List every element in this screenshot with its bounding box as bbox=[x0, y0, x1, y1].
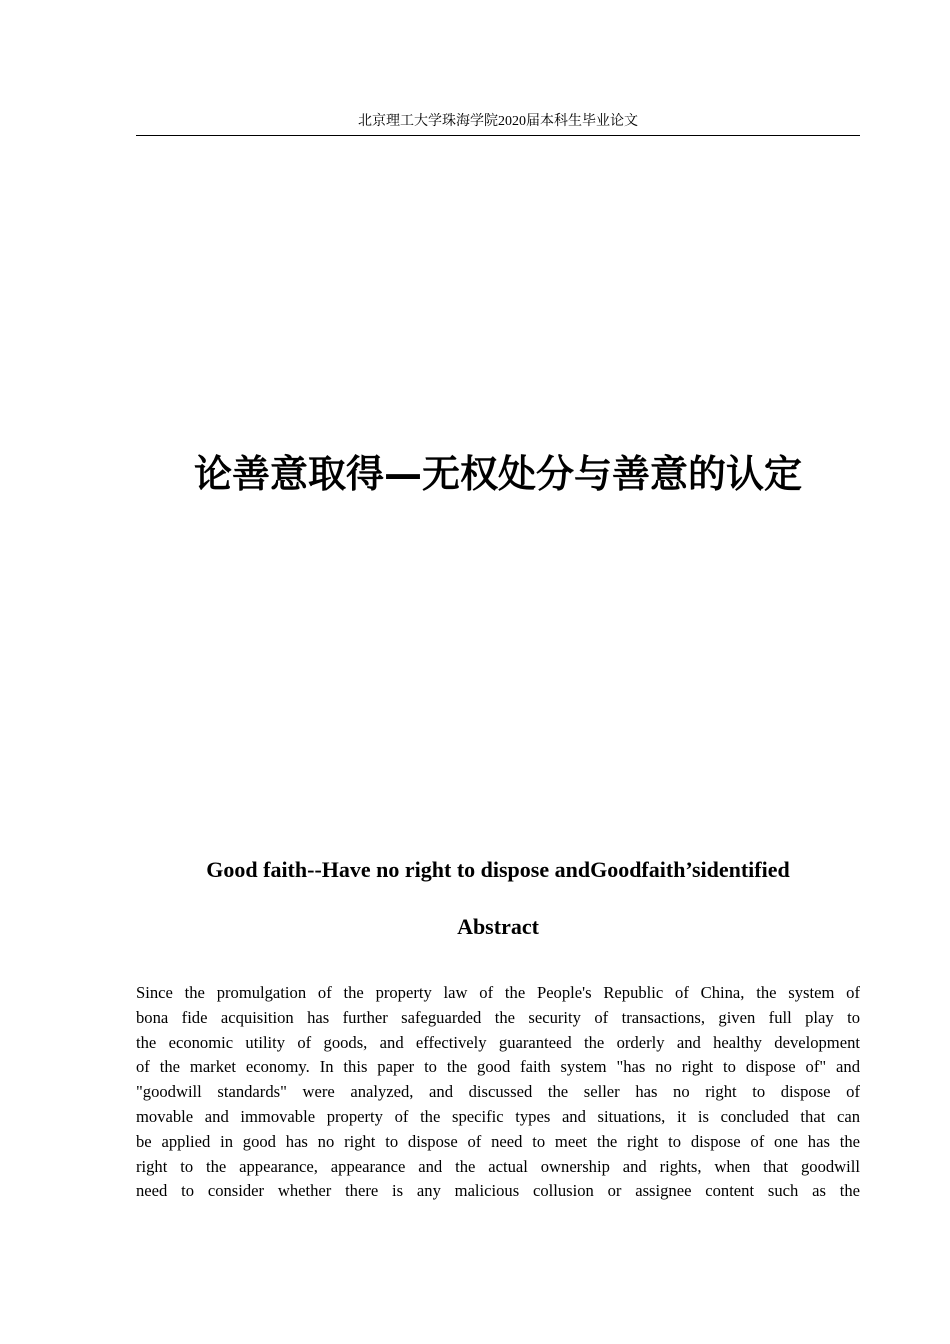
abstract-line: the economic utility of goods, and effectively guaranteed the orderly and healthy development bbox=[136, 1032, 860, 1052]
abstract-line: Since the promulgation of the property law of the People's Republic of China, the system of bbox=[136, 983, 860, 1002]
abstract-line: "goodwill standards" were analyzed, and discussed the seller has no right to dispose of bbox=[136, 1082, 860, 1102]
running-header bbox=[136, 113, 860, 136]
abstract-line: need to consider whether there is any malicious collusion or assignee content such as the bbox=[136, 1181, 860, 1201]
abstract-line: bona fide acquisition has further safeguarded the security of transactions, given full play to bbox=[136, 1007, 860, 1027]
abstract-line: right to the appearance, appearance and the actual ownership and rights, when that goodwill bbox=[136, 1156, 860, 1176]
english-title: Good faith--Have no right to dispose andGoodfaith’sidentified bbox=[206, 857, 790, 882]
abstract-line: of the market economy. In this paper to the good faith system "has no right to dispose of" and bbox=[136, 1057, 860, 1077]
running-header-text: 北京理工大学珠海学院2020届本科生毕业论文 bbox=[358, 114, 638, 129]
abstract-line: be applied in good has no right to dispose of need to meet the right to dispose of one has the bbox=[136, 1131, 860, 1151]
abstract-body bbox=[136, 981, 860, 1209]
abstract-heading: Abstract bbox=[457, 914, 539, 939]
abstract-line: movable and immovable property of the specific types and situations, it is concluded that can bbox=[136, 1106, 860, 1126]
chinese-title: 论善意取得—无权处分与善意的认定 bbox=[193, 452, 802, 496]
